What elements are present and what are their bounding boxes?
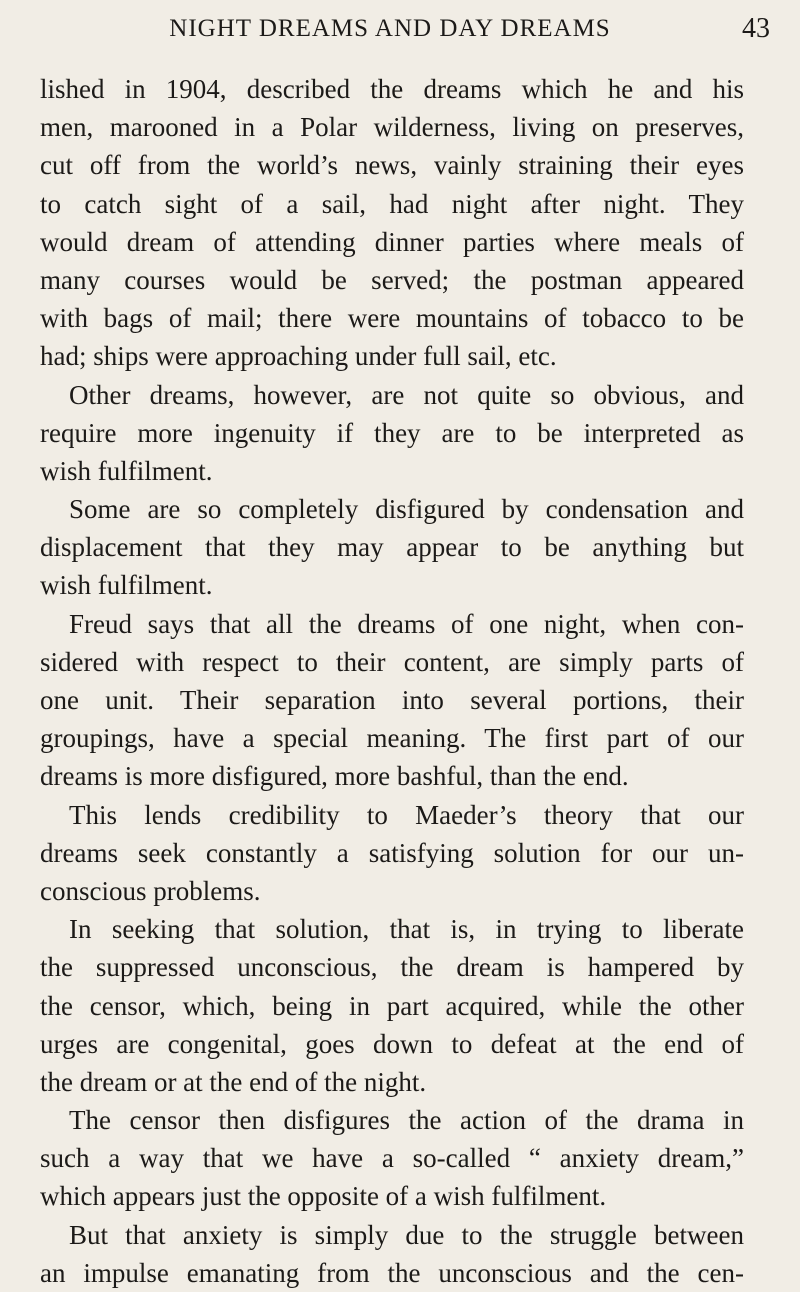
text-line: conscious problems. [40,875,261,906]
page-number: 43 [742,13,770,44]
text-line: groupings, have a special meaning. The first part of our [40,723,744,754]
text-line: dreams is more disfigured, more bashful, than the end. [40,761,629,792]
text-line: sidered with respect to their content, are simply parts of [40,646,744,677]
text-line: cut off from the world’s news, vainly straining their eyes [40,150,744,181]
text-line: urges are congenital, goes down to defeat at the end of [40,1028,744,1059]
text-line: displacement that they may appear to be anything but [40,532,744,563]
paragraph-first-line: But that anxiety is simply due to the struggle between [69,1219,744,1250]
paragraph-first-line: Some are so completely disfigured by condensation and [69,494,744,525]
text-line: such a way that we have a so-called “ anxiety dream,” [40,1143,744,1174]
text-line: wish fulfilment. [40,455,213,486]
text-line: one unit. Their separation into several portions, their [40,685,744,715]
text-line: men, marooned in a Polar wilderness, living on preserves, [40,112,744,143]
text-line: which appears just the opposite of a wish fulfilment. [40,1181,607,1212]
text-line: the dream or at the end of the night. [40,1066,427,1097]
text-line: had; ships were approaching under full sail, etc. [40,341,557,372]
running-head: NIGHT DREAMS AND DAY DREAMS [169,15,611,42]
text-line: to catch sight of a sail, had night after night. They [40,188,744,219]
paragraph-first-line: This lends credibility to Maeder’s theory that our [69,799,744,830]
text-line: many courses would be served; the postman appeared [40,264,744,295]
paragraph-first-line: Freud says that all the dreams of one night, when con- [69,608,744,639]
paragraph-first-line: Other dreams, however, are not quite so obvious, and [69,379,744,410]
text-line: with bags of mail; there were mountains of tobacco to be [40,303,744,334]
paragraph-first-line: In seeking that solution, that is, in trying to liberate [69,914,744,945]
text-line: dreams seek constantly a satisfying solution for our un- [40,837,744,868]
text-line: an impulse emanating from the unconscious and the cen- [40,1257,744,1288]
text-line: would dream of attending dinner parties where meals of [40,226,744,257]
text-line: the censor, which, being in part acquired, while the other [40,990,744,1021]
paragraph-first-line: The censor then disfigures the action of the drama in [69,1105,744,1136]
text-line: the suppressed unconscious, the dream is hampered by [40,952,744,983]
text-line: require more ingenuity if they are to be interpreted as [40,417,744,448]
body-text [40,70,744,1292]
text-line: wish fulfilment. [40,570,213,601]
text-line: lished in 1904, described the dreams which he and his [40,74,744,104]
